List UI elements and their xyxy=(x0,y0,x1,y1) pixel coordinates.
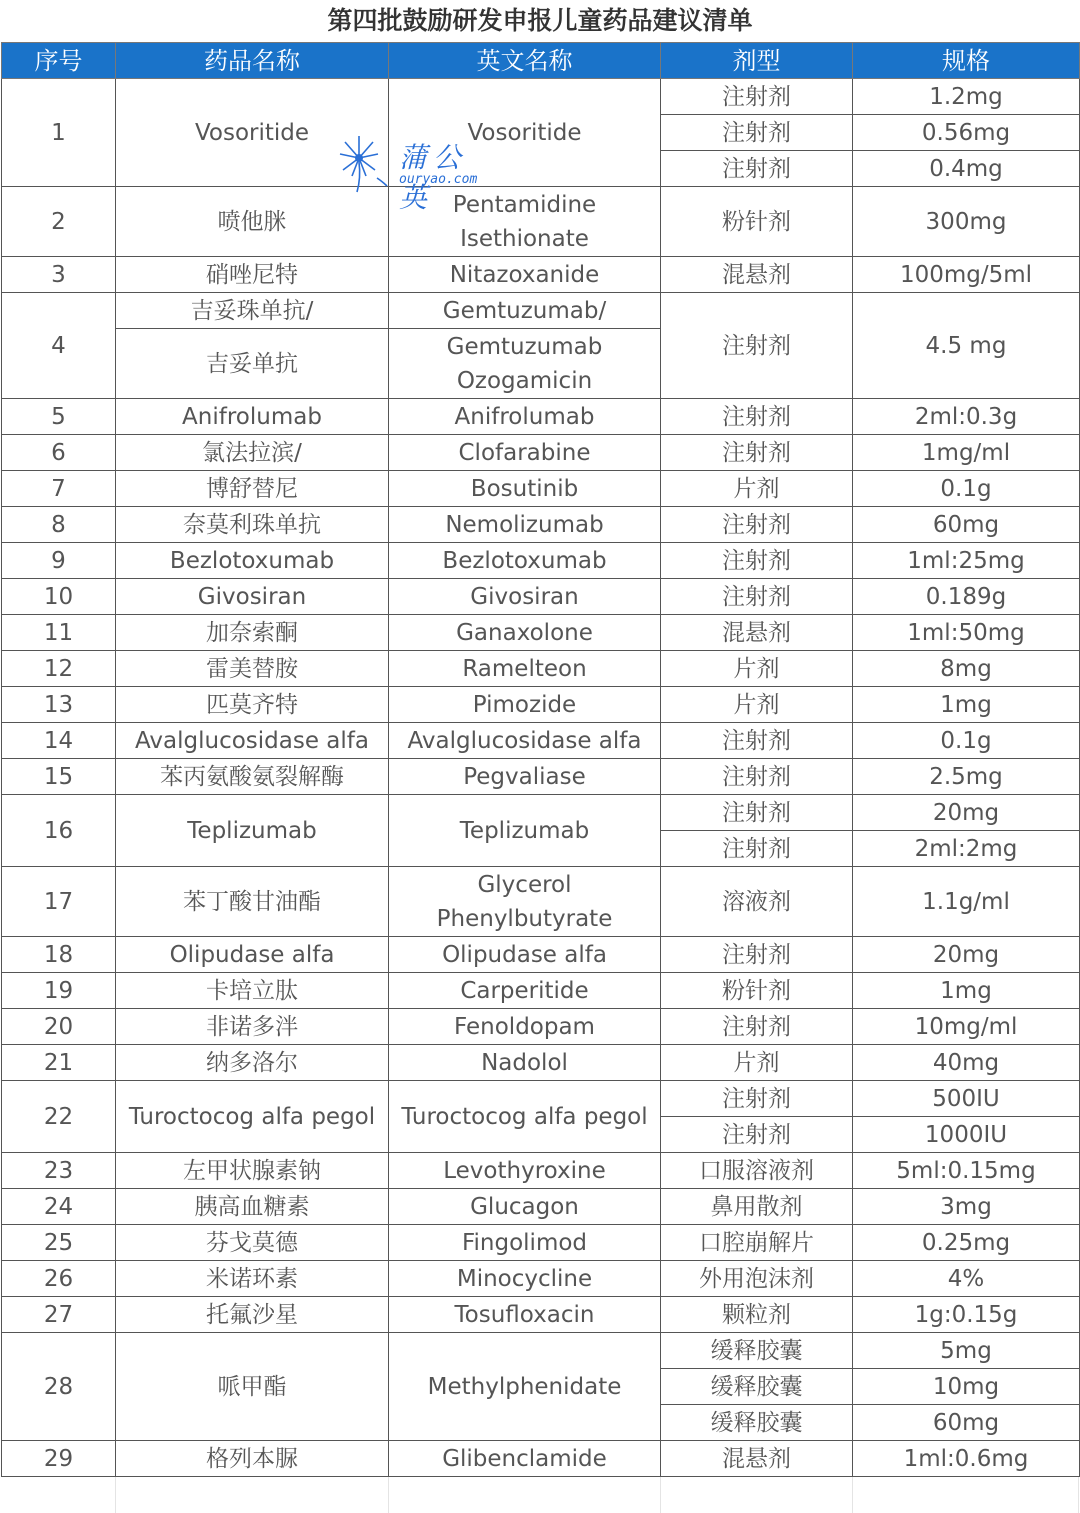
cell-spec: 5mg xyxy=(853,1333,1080,1369)
cell-dosage-form: 注射剂 xyxy=(661,795,853,831)
cell-dosage-form: 片剂 xyxy=(661,687,853,723)
table-row xyxy=(2,615,1080,651)
cell-dosage-form: 溶液剂 xyxy=(661,867,853,937)
table-row xyxy=(2,293,1080,329)
cell-spec: 1.1g/ml xyxy=(853,867,1080,937)
watermark-name: 蒲公英 xyxy=(399,141,468,214)
cell-cn-name: 匹莫齐特 xyxy=(116,687,389,723)
watermark xyxy=(337,132,497,214)
table-row xyxy=(2,471,1080,507)
cell-cn-name: Avalglucosidase alfa xyxy=(116,723,389,759)
cell-spec: 1mg xyxy=(853,687,1080,723)
cell-cn-name: 雷美替胺 xyxy=(116,651,389,687)
cell-spec: 0.4mg xyxy=(853,151,1080,187)
cell-cn-name: 托氟沙星 xyxy=(116,1297,389,1333)
table-row xyxy=(2,507,1080,543)
cell-no: 1 xyxy=(2,79,116,187)
table-row xyxy=(2,1333,1080,1369)
header-spec: 规格 xyxy=(853,43,1080,79)
cell-no: 15 xyxy=(2,759,116,795)
table-row xyxy=(2,973,1080,1009)
cell-spec: 4.5 mg xyxy=(853,293,1080,399)
cell-no: 28 xyxy=(2,1333,116,1441)
cell-spec: 0.56mg xyxy=(853,115,1080,151)
cell-en-name: Tosufloxacin xyxy=(389,1297,661,1333)
cell-cn-name: 格列本脲 xyxy=(116,1441,389,1477)
cell-en-name: Gemtuzumab/ xyxy=(389,293,661,329)
cell-no: 20 xyxy=(2,1009,116,1045)
cell-spec: 20mg xyxy=(853,937,1080,973)
cell-spec: 0.189g xyxy=(853,579,1080,615)
cell-no: 10 xyxy=(2,579,116,615)
header-dosage-form: 剂型 xyxy=(661,43,853,79)
cell-dosage-form: 口腔崩解片 xyxy=(661,1225,853,1261)
cell-no: 29 xyxy=(2,1441,116,1477)
cell-en-name: Glucagon xyxy=(389,1189,661,1225)
cell-dosage-form: 注射剂 xyxy=(661,831,853,867)
table-row xyxy=(2,759,1080,795)
cell-en-name: Fingolimod xyxy=(389,1225,661,1261)
cell-dosage-form: 口服溶液剂 xyxy=(661,1153,853,1189)
cell-en-name: Gemtuzumab Ozogamicin xyxy=(389,329,661,399)
cell-cn-name: Turoctocog alfa pegol xyxy=(116,1081,389,1153)
table-row xyxy=(2,795,1080,831)
cell-no: 14 xyxy=(2,723,116,759)
cell-en-name: Fenoldopam xyxy=(389,1009,661,1045)
table-row xyxy=(2,579,1080,615)
cell-spec: 1ml:50mg xyxy=(853,615,1080,651)
cell-cn-name: 喷他脒 xyxy=(116,187,389,257)
cell-no: 8 xyxy=(2,507,116,543)
table-row xyxy=(2,937,1080,973)
table-header-row xyxy=(2,43,1080,79)
cell-dosage-form: 缓释胶囊 xyxy=(661,1333,853,1369)
cell-dosage-form: 注射剂 xyxy=(661,1009,853,1045)
cell-spec: 1g:0.15g xyxy=(853,1297,1080,1333)
table-row xyxy=(2,1081,1080,1117)
cell-spec: 100mg/5ml xyxy=(853,257,1080,293)
cell-spec: 40mg xyxy=(853,1045,1080,1081)
cell-spec: 2ml:2mg xyxy=(853,831,1080,867)
cell-dosage-form: 注射剂 xyxy=(661,1081,853,1117)
table-row xyxy=(2,257,1080,293)
cell-no: 24 xyxy=(2,1189,116,1225)
cell-spec: 1.2mg xyxy=(853,79,1080,115)
cell-spec: 2ml:0.3g xyxy=(853,399,1080,435)
cell-cn-name: 加奈索酮 xyxy=(116,615,389,651)
dandelion-icon xyxy=(337,132,393,194)
cell-dosage-form: 注射剂 xyxy=(661,399,853,435)
cell-cn-name: 吉妥单抗 xyxy=(116,329,389,399)
table-row xyxy=(2,651,1080,687)
cell-dosage-form: 注射剂 xyxy=(661,937,853,973)
cell-en-name: Pentamidine Isethionate xyxy=(389,187,661,257)
cell-cn-name: 芬戈莫德 xyxy=(116,1225,389,1261)
cell-en-name: Teplizumab xyxy=(389,795,661,867)
cell-cn-name: 苯丙氨酸氨裂解酶 xyxy=(116,759,389,795)
table-row xyxy=(2,1045,1080,1081)
header-no: 序号 xyxy=(2,43,116,79)
cell-no: 21 xyxy=(2,1045,116,1081)
table-body xyxy=(2,79,1080,1477)
cell-dosage-form: 注射剂 xyxy=(661,293,853,399)
cell-no: 11 xyxy=(2,615,116,651)
cell-no: 3 xyxy=(2,257,116,293)
table-row xyxy=(2,187,1080,257)
cell-en-name: Carperitide xyxy=(389,973,661,1009)
cell-spec: 1ml:25mg xyxy=(853,543,1080,579)
cell-en-name: Turoctocog alfa pegol xyxy=(389,1081,661,1153)
cell-spec: 1ml:0.6mg xyxy=(853,1441,1080,1477)
cell-cn-name: Bezlotoxumab xyxy=(116,543,389,579)
table-row xyxy=(2,723,1080,759)
cell-dosage-form: 注射剂 xyxy=(661,435,853,471)
cell-spec: 3mg xyxy=(853,1189,1080,1225)
header-en-name: 英文名称 xyxy=(389,43,661,79)
cell-cn-name: 硝唑尼特 xyxy=(116,257,389,293)
drug-list-table xyxy=(1,42,1080,1477)
page-title: 第四批鼓励研发申报儿童药品建议清单 xyxy=(327,6,753,35)
cell-cn-name: 吉妥珠单抗/ xyxy=(116,293,389,329)
cell-en-name: Vosoritide xyxy=(389,79,661,187)
cell-dosage-form: 注射剂 xyxy=(661,151,853,187)
cell-spec: 10mg/ml xyxy=(853,1009,1080,1045)
cell-dosage-form: 片剂 xyxy=(661,471,853,507)
cell-no: 18 xyxy=(2,937,116,973)
cell-spec: 0.1g xyxy=(853,723,1080,759)
cell-spec: 60mg xyxy=(853,1405,1080,1441)
cell-cn-name: Anifrolumab xyxy=(116,399,389,435)
table-row xyxy=(2,1441,1080,1477)
cell-cn-name: 苯丁酸甘油酯 xyxy=(116,867,389,937)
cell-spec: 5ml:0.15mg xyxy=(853,1153,1080,1189)
cell-cn-name: 氯法拉滨/ xyxy=(116,435,389,471)
cell-en-name: Anifrolumab xyxy=(389,399,661,435)
cell-spec: 300mg xyxy=(853,187,1080,257)
cell-no: 26 xyxy=(2,1261,116,1297)
cell-spec: 0.1g xyxy=(853,471,1080,507)
cell-no: 25 xyxy=(2,1225,116,1261)
cell-cn-name: Givosiran xyxy=(116,579,389,615)
cell-spec: 1mg/ml xyxy=(853,435,1080,471)
cell-en-name: Nemolizumab xyxy=(389,507,661,543)
cell-spec: 20mg xyxy=(853,795,1080,831)
cell-dosage-form: 注射剂 xyxy=(661,543,853,579)
empty-grid-row xyxy=(1,1477,1079,1513)
cell-no: 9 xyxy=(2,543,116,579)
cell-cn-name: Vosoritide xyxy=(116,79,389,187)
cell-spec: 1mg xyxy=(853,973,1080,1009)
cell-en-name: Pimozide xyxy=(389,687,661,723)
cell-dosage-form: 鼻用散剂 xyxy=(661,1189,853,1225)
cell-en-name: Methylphenidate xyxy=(389,1333,661,1441)
cell-en-name: Olipudase alfa xyxy=(389,937,661,973)
cell-dosage-form: 缓释胶囊 xyxy=(661,1369,853,1405)
cell-spec: 60mg xyxy=(853,507,1080,543)
cell-spec: 10mg xyxy=(853,1369,1080,1405)
cell-dosage-form: 缓释胶囊 xyxy=(661,1405,853,1441)
table-row xyxy=(2,79,1080,115)
table-row xyxy=(2,399,1080,435)
cell-dosage-form: 注射剂 xyxy=(661,79,853,115)
cell-dosage-form: 注射剂 xyxy=(661,1117,853,1153)
watermark-url: ouryao.com xyxy=(399,172,478,187)
cell-dosage-form: 注射剂 xyxy=(661,723,853,759)
cell-dosage-form: 混悬剂 xyxy=(661,615,853,651)
cell-cn-name: 博舒替尼 xyxy=(116,471,389,507)
cell-no: 7 xyxy=(2,471,116,507)
cell-dosage-form: 混悬剂 xyxy=(661,257,853,293)
cell-spec: 8mg xyxy=(853,651,1080,687)
cell-en-name: Givosiran xyxy=(389,579,661,615)
cell-spec: 2.5mg xyxy=(853,759,1080,795)
cell-en-name: Pegvaliase xyxy=(389,759,661,795)
table-row xyxy=(2,1225,1080,1261)
cell-cn-name: 左甲状腺素钠 xyxy=(116,1153,389,1189)
cell-en-name: Minocycline xyxy=(389,1261,661,1297)
cell-en-name: Bosutinib xyxy=(389,471,661,507)
table-row xyxy=(2,1261,1080,1297)
cell-dosage-form: 粉针剂 xyxy=(661,973,853,1009)
cell-en-name: Glycerol Phenylbutyrate xyxy=(389,867,661,937)
table-row xyxy=(2,435,1080,471)
cell-dosage-form: 混悬剂 xyxy=(661,1441,853,1477)
cell-no: 5 xyxy=(2,399,116,435)
cell-en-name: Ramelteon xyxy=(389,651,661,687)
table-row xyxy=(2,1297,1080,1333)
cell-no: 2 xyxy=(2,187,116,257)
table-row xyxy=(2,1153,1080,1189)
cell-dosage-form: 颗粒剂 xyxy=(661,1297,853,1333)
cell-spec: 500IU xyxy=(853,1081,1080,1117)
cell-cn-name: 纳多洛尔 xyxy=(116,1045,389,1081)
cell-en-name: Glibenclamide xyxy=(389,1441,661,1477)
cell-cn-name: 米诺环素 xyxy=(116,1261,389,1297)
cell-no: 16 xyxy=(2,795,116,867)
cell-no: 4 xyxy=(2,293,116,399)
cell-en-name: Avalglucosidase alfa xyxy=(389,723,661,759)
cell-dosage-form: 外用泡沫剂 xyxy=(661,1261,853,1297)
cell-no: 19 xyxy=(2,973,116,1009)
header-cn-name: 药品名称 xyxy=(116,43,389,79)
table-row xyxy=(2,1189,1080,1225)
table-row xyxy=(2,867,1080,937)
cell-cn-name: 非诺多泮 xyxy=(116,1009,389,1045)
cell-dosage-form: 注射剂 xyxy=(661,579,853,615)
table-row xyxy=(2,687,1080,723)
cell-en-name: Bezlotoxumab xyxy=(389,543,661,579)
table-row xyxy=(2,1009,1080,1045)
cell-cn-name: 胰高血糖素 xyxy=(116,1189,389,1225)
cell-no: 22 xyxy=(2,1081,116,1153)
cell-cn-name: Olipudase alfa xyxy=(116,937,389,973)
cell-en-name: Nitazoxanide xyxy=(389,257,661,293)
cell-cn-name: 哌甲酯 xyxy=(116,1333,389,1441)
cell-no: 27 xyxy=(2,1297,116,1333)
cell-dosage-form: 片剂 xyxy=(661,651,853,687)
cell-dosage-form: 片剂 xyxy=(661,1045,853,1081)
cell-no: 23 xyxy=(2,1153,116,1189)
cell-cn-name: 卡培立肽 xyxy=(116,973,389,1009)
cell-no: 13 xyxy=(2,687,116,723)
cell-en-name: Clofarabine xyxy=(389,435,661,471)
cell-dosage-form: 粉针剂 xyxy=(661,187,853,257)
cell-en-name: Ganaxolone xyxy=(389,615,661,651)
cell-dosage-form: 注射剂 xyxy=(661,759,853,795)
cell-spec: 1000IU xyxy=(853,1117,1080,1153)
cell-no: 6 xyxy=(2,435,116,471)
cell-spec: 4% xyxy=(853,1261,1080,1297)
cell-cn-name: 奈莫利珠单抗 xyxy=(116,507,389,543)
cell-en-name: Levothyroxine xyxy=(389,1153,661,1189)
cell-en-name: Nadolol xyxy=(389,1045,661,1081)
cell-no: 17 xyxy=(2,867,116,937)
cell-no: 12 xyxy=(2,651,116,687)
table-row xyxy=(2,543,1080,579)
cell-dosage-form: 注射剂 xyxy=(661,507,853,543)
cell-cn-name: Teplizumab xyxy=(116,795,389,867)
cell-spec: 0.25mg xyxy=(853,1225,1080,1261)
cell-dosage-form: 注射剂 xyxy=(661,115,853,151)
